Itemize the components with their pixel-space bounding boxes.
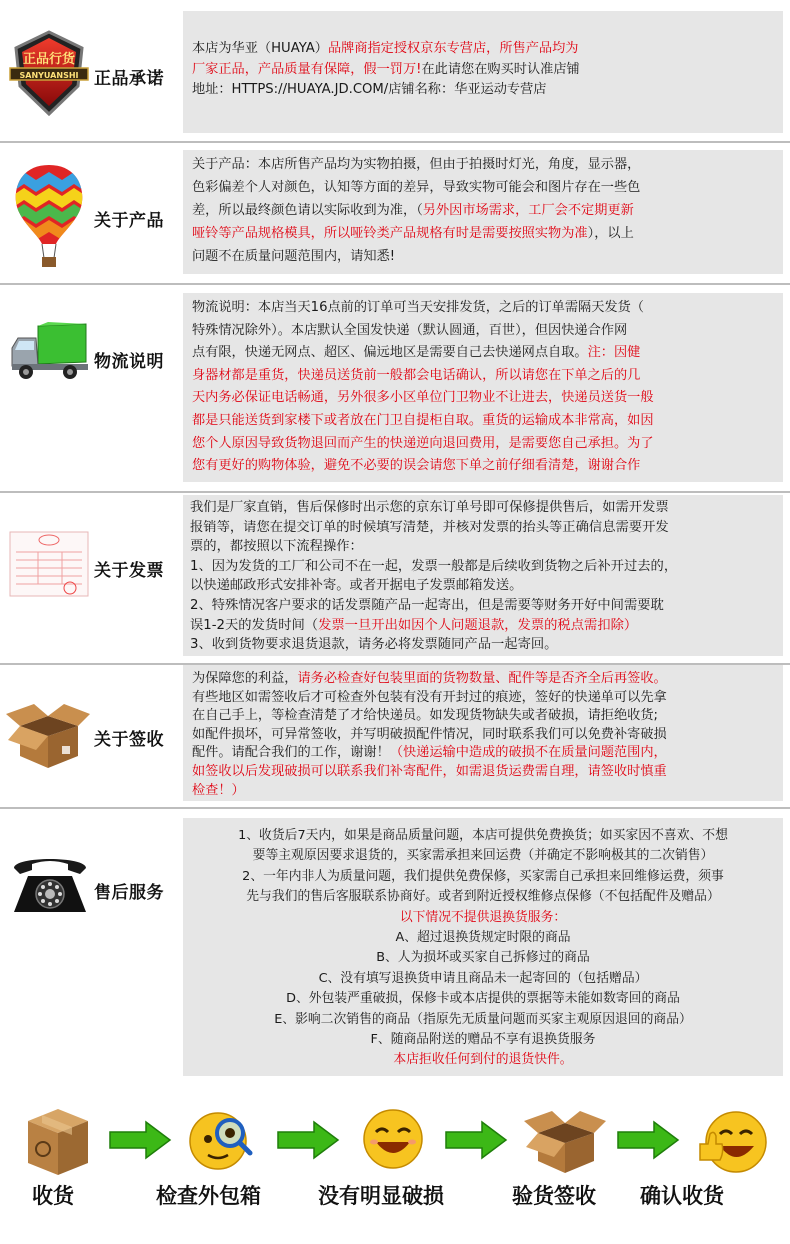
- highlight-text: 厂家正品，产品质量有保障，假一罚万!: [192, 61, 422, 77]
- green-arrow-icon: [444, 1120, 508, 1164]
- body-text: 2、一年内非人为质量问题，我们提供免费保修，买家需自己承担来回维修运费，须事: [242, 868, 724, 884]
- text-line: [192, 222, 783, 245]
- body-text: 特殊情况除外）。本店默认全国发快递（默认圆通，百世），但因快递合作网: [192, 322, 628, 338]
- body-text: 票的，都按照以下流程操作：: [190, 539, 363, 555]
- body-text: 我们是厂家直销，售后保修时出示您的京东订单号即可保修提供售后，如需开发票: [190, 500, 669, 515]
- text-line: [192, 80, 783, 101]
- aftersales-text-box: [183, 818, 783, 1076]
- green-arrow-icon: [616, 1120, 680, 1164]
- text-line: [190, 557, 783, 577]
- body-text: A、超过退换货规定时限的商品: [395, 930, 571, 946]
- highlight-text: （快递运输中造成的破损不在质量问题范围内，: [389, 745, 667, 761]
- flow-step-receive: 收货: [32, 1184, 74, 1208]
- divider: [0, 283, 790, 285]
- thumbs-up-smiley-icon: [696, 1104, 770, 1176]
- text-line: [190, 596, 783, 616]
- highlight-text: 您有更好的购物体验，避免不必要的误会请您下单之前仔细看清楚，谢谢合作: [192, 458, 641, 474]
- text-line: [183, 887, 783, 907]
- text-line: [183, 969, 783, 989]
- flow-step-confirm: 确认收货: [640, 1184, 724, 1208]
- body-text: 1、因为发货的工厂和公司不在一起，发票一般都是后续收到货物之后补开过去的，: [190, 558, 678, 574]
- package-box-icon: [24, 1105, 92, 1177]
- body-text: 先与我们的售后客服联系协商好。或者到附近授权维修点保修（不包括配件及赠品）: [246, 889, 720, 905]
- text-line: [190, 576, 783, 596]
- body-text: B、人为损坏或买家自己拆修过的商品: [376, 950, 590, 966]
- highlight-text: 身器材都是重货，快递员送货前一般都会电话确认，所以请您在下单之后的几: [192, 367, 641, 383]
- text-line: [183, 867, 783, 887]
- text-line: [192, 153, 783, 176]
- happy-smiley-icon: [362, 1108, 424, 1170]
- divider: [0, 491, 790, 493]
- body-text: 2、特殊情况客户要求的话发票随产品一起寄出，但是需要等财务开好中间需要耽: [190, 597, 664, 613]
- green-arrow-icon: [108, 1120, 172, 1164]
- text-line: [192, 433, 783, 456]
- highlight-text: 您个人原因导致货物退回而产生的快递逆向退回费用，是需要您自己承担。为了: [192, 435, 654, 451]
- highlight-text: 请务必检查好包装里面的货物数量、配件等是否齐全后再签收。: [297, 671, 667, 686]
- text-line: [192, 60, 783, 81]
- highlight-text: 品牌商指定授权京东专营店，所售产品均为: [327, 41, 579, 56]
- text-line: [183, 989, 783, 1009]
- invoice-text-box: [183, 495, 783, 656]
- body-text: 配件。请配合我们的工作，谢谢！: [192, 745, 390, 761]
- body-text: 本店为华亚（HUAYA）: [192, 41, 328, 56]
- body-text: C、没有填写退换货申请且商品未一起寄回的（包括赠品）: [318, 970, 648, 986]
- text-line: [192, 763, 783, 782]
- flow-step-check-box: 检查外包箱: [156, 1184, 261, 1208]
- body-text: 在此请您在购买时认准店铺: [421, 61, 580, 77]
- text-line: [183, 948, 783, 968]
- highlight-text: 检查！）: [192, 782, 245, 798]
- text-line: [183, 1030, 783, 1050]
- section-label-signing: 关于签收: [94, 730, 164, 750]
- green-arrow-icon: [276, 1120, 340, 1164]
- text-line: [192, 320, 783, 343]
- section-label-aftersales: 售后服务: [94, 883, 164, 903]
- body-text: 报销等，请您在提交订单的时候填写清楚，并核对发票的抬头等正确信息需要开发: [190, 519, 669, 535]
- text-line: [190, 616, 783, 636]
- text-line: [192, 199, 783, 222]
- text-line: [183, 928, 783, 948]
- rotary-telephone-icon: [10, 850, 90, 916]
- body-text: 要等主观原因要求退货的，买家需承担来回运费（并确定不影响极其的二次销售）: [252, 848, 714, 864]
- hot-air-balloon-icon: [12, 162, 86, 272]
- highlight-text: 发票一旦开出如因个人问题退款，发票的税点需扣除）: [318, 617, 638, 633]
- open-box-icon: [522, 1105, 608, 1175]
- highlight-text: 哑铃等产品规格模具，所以哑铃类产品规格有时是需要按照实物为准: [192, 226, 588, 241]
- text-line: [183, 908, 783, 928]
- text-line: [190, 518, 783, 538]
- text-line: [192, 782, 783, 801]
- text-line: [192, 176, 783, 199]
- text-line: [192, 744, 783, 763]
- text-line: [190, 635, 783, 655]
- text-line: [183, 1050, 783, 1070]
- authentic-seal-icon: [8, 28, 90, 118]
- highlight-text: 以下情况不提供退换货服务：: [399, 909, 567, 925]
- section-label-authentic: 正品承诺: [94, 69, 164, 89]
- delivery-truck-icon: [8, 322, 90, 382]
- body-text: 色彩偏差个人对颜色，认知等方面的差异，导致实物可能会和图片存在一些色: [192, 180, 641, 195]
- text-line: [190, 498, 783, 518]
- text-line: [192, 365, 783, 388]
- body-text: 如配件损坏，可异常签收，并写明破损配件情况，同时联系我们可以免费补寄破损: [192, 726, 667, 742]
- highlight-text: 另外因市场需求，工厂会不定期更新: [422, 203, 634, 218]
- body-text: 在自己手上，等检查清楚了才给快递员。如发现货物缺失或者破损，请拒绝收货;: [192, 708, 659, 724]
- svg-text:SANYUANSHI: SANYUANSHI: [19, 71, 79, 80]
- text-line: [192, 245, 783, 268]
- body-text: 问题不在质量问题范围内，请知悉!: [192, 249, 396, 264]
- body-text: 关于产品：本店所售产品均为实物拍摄，但由于拍摄时灯光，角度，显示器，: [192, 157, 641, 172]
- text-line: [192, 726, 783, 745]
- highlight-text: 本店拒收任何到付的退货快件。: [393, 1052, 573, 1068]
- body-text: ），以上: [587, 226, 634, 241]
- body-text: 地址：HTTPS://HUAYA.JD.COM/店铺名称：华亚运动专营店: [192, 82, 547, 98]
- divider: [0, 141, 790, 143]
- text-line: [183, 846, 783, 866]
- highlight-text: 天内务必保证电话畅通，另外很多小区单位门卫物业不让进去，快递员送货一般: [192, 390, 654, 406]
- text-line: [192, 455, 783, 478]
- body-text: 误1-2天的发货时间（: [190, 617, 319, 633]
- body-text: 有些地区如需签收后才可检查外包装有没有开封过的痕迹，签好的快递单可以先拿: [192, 689, 667, 705]
- text-line: [183, 1010, 783, 1030]
- text-line: [192, 707, 783, 726]
- authentic-text-box: [183, 11, 783, 133]
- highlight-text: 如签收以后发现破损可以联系我们补寄配件，如需退货运费需自理，请签收时慎重: [192, 763, 667, 779]
- body-text: 以快递邮政形式安排补寄。或者开据电子发票邮箱发送。: [190, 578, 523, 594]
- highlight-text: 都是只能送货到家楼下或者放在门卫自提柜自取。重货的运输成本非常高，如因: [192, 412, 654, 428]
- divider: [0, 807, 790, 809]
- text-line: [192, 670, 783, 689]
- body-text: 点有限，快递无网点、超区、偏远地区是需要自己去快递网点自取。: [192, 345, 588, 361]
- magnifier-smiley-icon: [188, 1103, 254, 1175]
- text-line: [192, 387, 783, 410]
- body-text: E、影响二次销售的商品（指原先无质量问题而买家主观原因退回的商品）: [274, 1011, 692, 1027]
- body-text: D、外包装严重破损，保修卡或本店提供的票据等未能如数寄回的商品: [286, 991, 680, 1007]
- section-label-product: 关于产品: [94, 211, 164, 231]
- signing-text-box: [183, 665, 783, 801]
- text-line: [183, 826, 783, 846]
- text-line: [190, 537, 783, 557]
- flow-step-inspect-sign: 验货签收: [512, 1184, 596, 1208]
- text-line: [192, 39, 783, 60]
- body-text: 为保障您的利益，: [192, 671, 298, 686]
- text-line: [192, 297, 783, 320]
- section-label-logistics: 物流说明: [94, 352, 164, 372]
- flow-step-no-damage: 没有明显破损: [318, 1184, 444, 1208]
- logistics-text-box: [183, 293, 783, 482]
- text-line: [192, 689, 783, 708]
- invoice-document-icon: [8, 526, 90, 602]
- open-box-icon: [6, 696, 90, 770]
- body-text: 3、收到货物要求退货退款，请务必将发票随同产品一起寄回。: [190, 637, 558, 653]
- highlight-text: 注：因健: [587, 345, 641, 361]
- body-text: 差，所以最终颜色请以实际收到为准，（: [192, 203, 423, 218]
- section-label-invoice: 关于发票: [94, 561, 164, 581]
- svg-text:正品行货: 正品行货: [22, 52, 76, 67]
- body-text: 1、收货后7天内，如果是商品质量问题，本店可提供免费换货；如买家因不喜欢、不想: [238, 828, 728, 843]
- text-line: [192, 410, 783, 433]
- product-text-box: [183, 150, 783, 274]
- text-line: [192, 342, 783, 365]
- body-text: F、随商品附送的赠品不享有退换货服务: [370, 1032, 596, 1048]
- body-text: 物流说明：本店当天16点前的订单可当天安排发货，之后的订单需隔天发货（: [192, 300, 644, 315]
